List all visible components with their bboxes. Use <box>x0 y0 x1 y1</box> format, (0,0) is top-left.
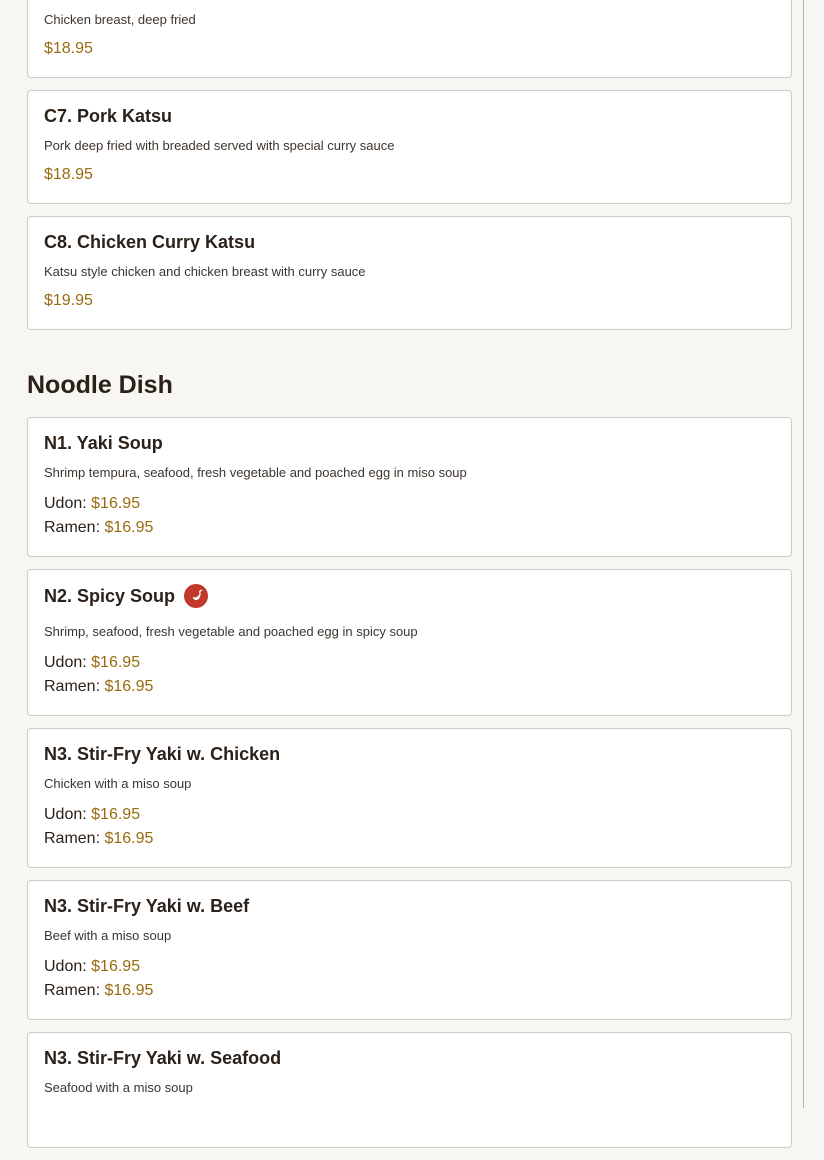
ramen-price-line <box>44 675 775 699</box>
ramen-label: Ramen: <box>44 678 101 695</box>
ramen-label: Ramen: <box>44 830 101 847</box>
ramen-price-line <box>44 516 775 540</box>
item-name-row <box>44 584 775 608</box>
menu-item-card[interactable] <box>27 216 792 330</box>
item-description: Beef with a miso soup <box>44 928 172 943</box>
ramen-price: $16.95 <box>104 519 154 536</box>
item-name: N2. Spicy Soup <box>44 586 176 606</box>
udon-price-line <box>44 651 775 675</box>
udon-label: Udon: <box>44 958 87 975</box>
ramen-price: $16.95 <box>104 982 154 999</box>
ramen-label: Ramen: <box>44 519 101 536</box>
ramen-price: $16.95 <box>104 830 154 847</box>
ramen-price: $16.95 <box>104 678 154 695</box>
item-name: N3. Stir-Fry Yaki w. Beef <box>44 896 250 916</box>
udon-label: Udon: <box>44 806 87 823</box>
item-name: C7. Pork Katsu <box>44 106 173 126</box>
udon-price: $16.95 <box>91 958 141 975</box>
chili-pepper-icon <box>184 584 208 608</box>
menu-item-card[interactable] <box>27 90 792 204</box>
menu-content <box>27 0 792 1160</box>
item-description: Shrimp tempura, seafood, fresh vegetable and poached egg in miso soup <box>44 465 467 480</box>
item-price: $18.95 <box>44 166 93 183</box>
menu-item-card[interactable] <box>27 0 792 78</box>
udon-price: $16.95 <box>91 654 141 671</box>
item-description: Seafood with a miso soup <box>44 1080 193 1095</box>
udon-price: $16.95 <box>91 495 141 512</box>
udon-price: $16.95 <box>91 806 141 823</box>
item-price: $19.95 <box>44 292 93 309</box>
menu-item-card[interactable] <box>27 728 792 868</box>
ramen-price-line <box>44 827 775 851</box>
item-name: C8. Chicken Curry Katsu <box>44 232 256 252</box>
section-title-noodle-dish: Noodle Dish <box>27 371 173 399</box>
ramen-price-line <box>44 979 775 1003</box>
item-description: Chicken breast, deep fried <box>44 12 196 27</box>
page-right-border <box>803 0 804 1108</box>
item-name: N3. Stir-Fry Yaki w. Seafood <box>44 1048 282 1068</box>
item-description: Shrimp, seafood, fresh vegetable and poached egg in spicy soup <box>44 624 418 639</box>
menu-item-card[interactable] <box>27 880 792 1020</box>
item-name: N1. Yaki Soup <box>44 433 163 453</box>
udon-price-line <box>44 955 775 979</box>
item-description: Katsu style chicken and chicken breast with curry sauce <box>44 264 366 279</box>
item-name: N3. Stir-Fry Yaki w. Chicken <box>44 744 281 764</box>
udon-price-line <box>44 803 775 827</box>
udon-label: Udon: <box>44 654 87 671</box>
ramen-label: Ramen: <box>44 982 101 999</box>
item-price: $18.95 <box>44 40 93 57</box>
udon-price-line <box>44 492 775 516</box>
item-description: Pork deep fried with breaded served with special curry sauce <box>44 138 395 153</box>
item-description: Chicken with a miso soup <box>44 776 192 791</box>
udon-label: Udon: <box>44 495 87 512</box>
menu-item-card[interactable] <box>27 1032 792 1148</box>
menu-item-card[interactable] <box>27 569 792 716</box>
menu-item-card[interactable] <box>27 417 792 557</box>
